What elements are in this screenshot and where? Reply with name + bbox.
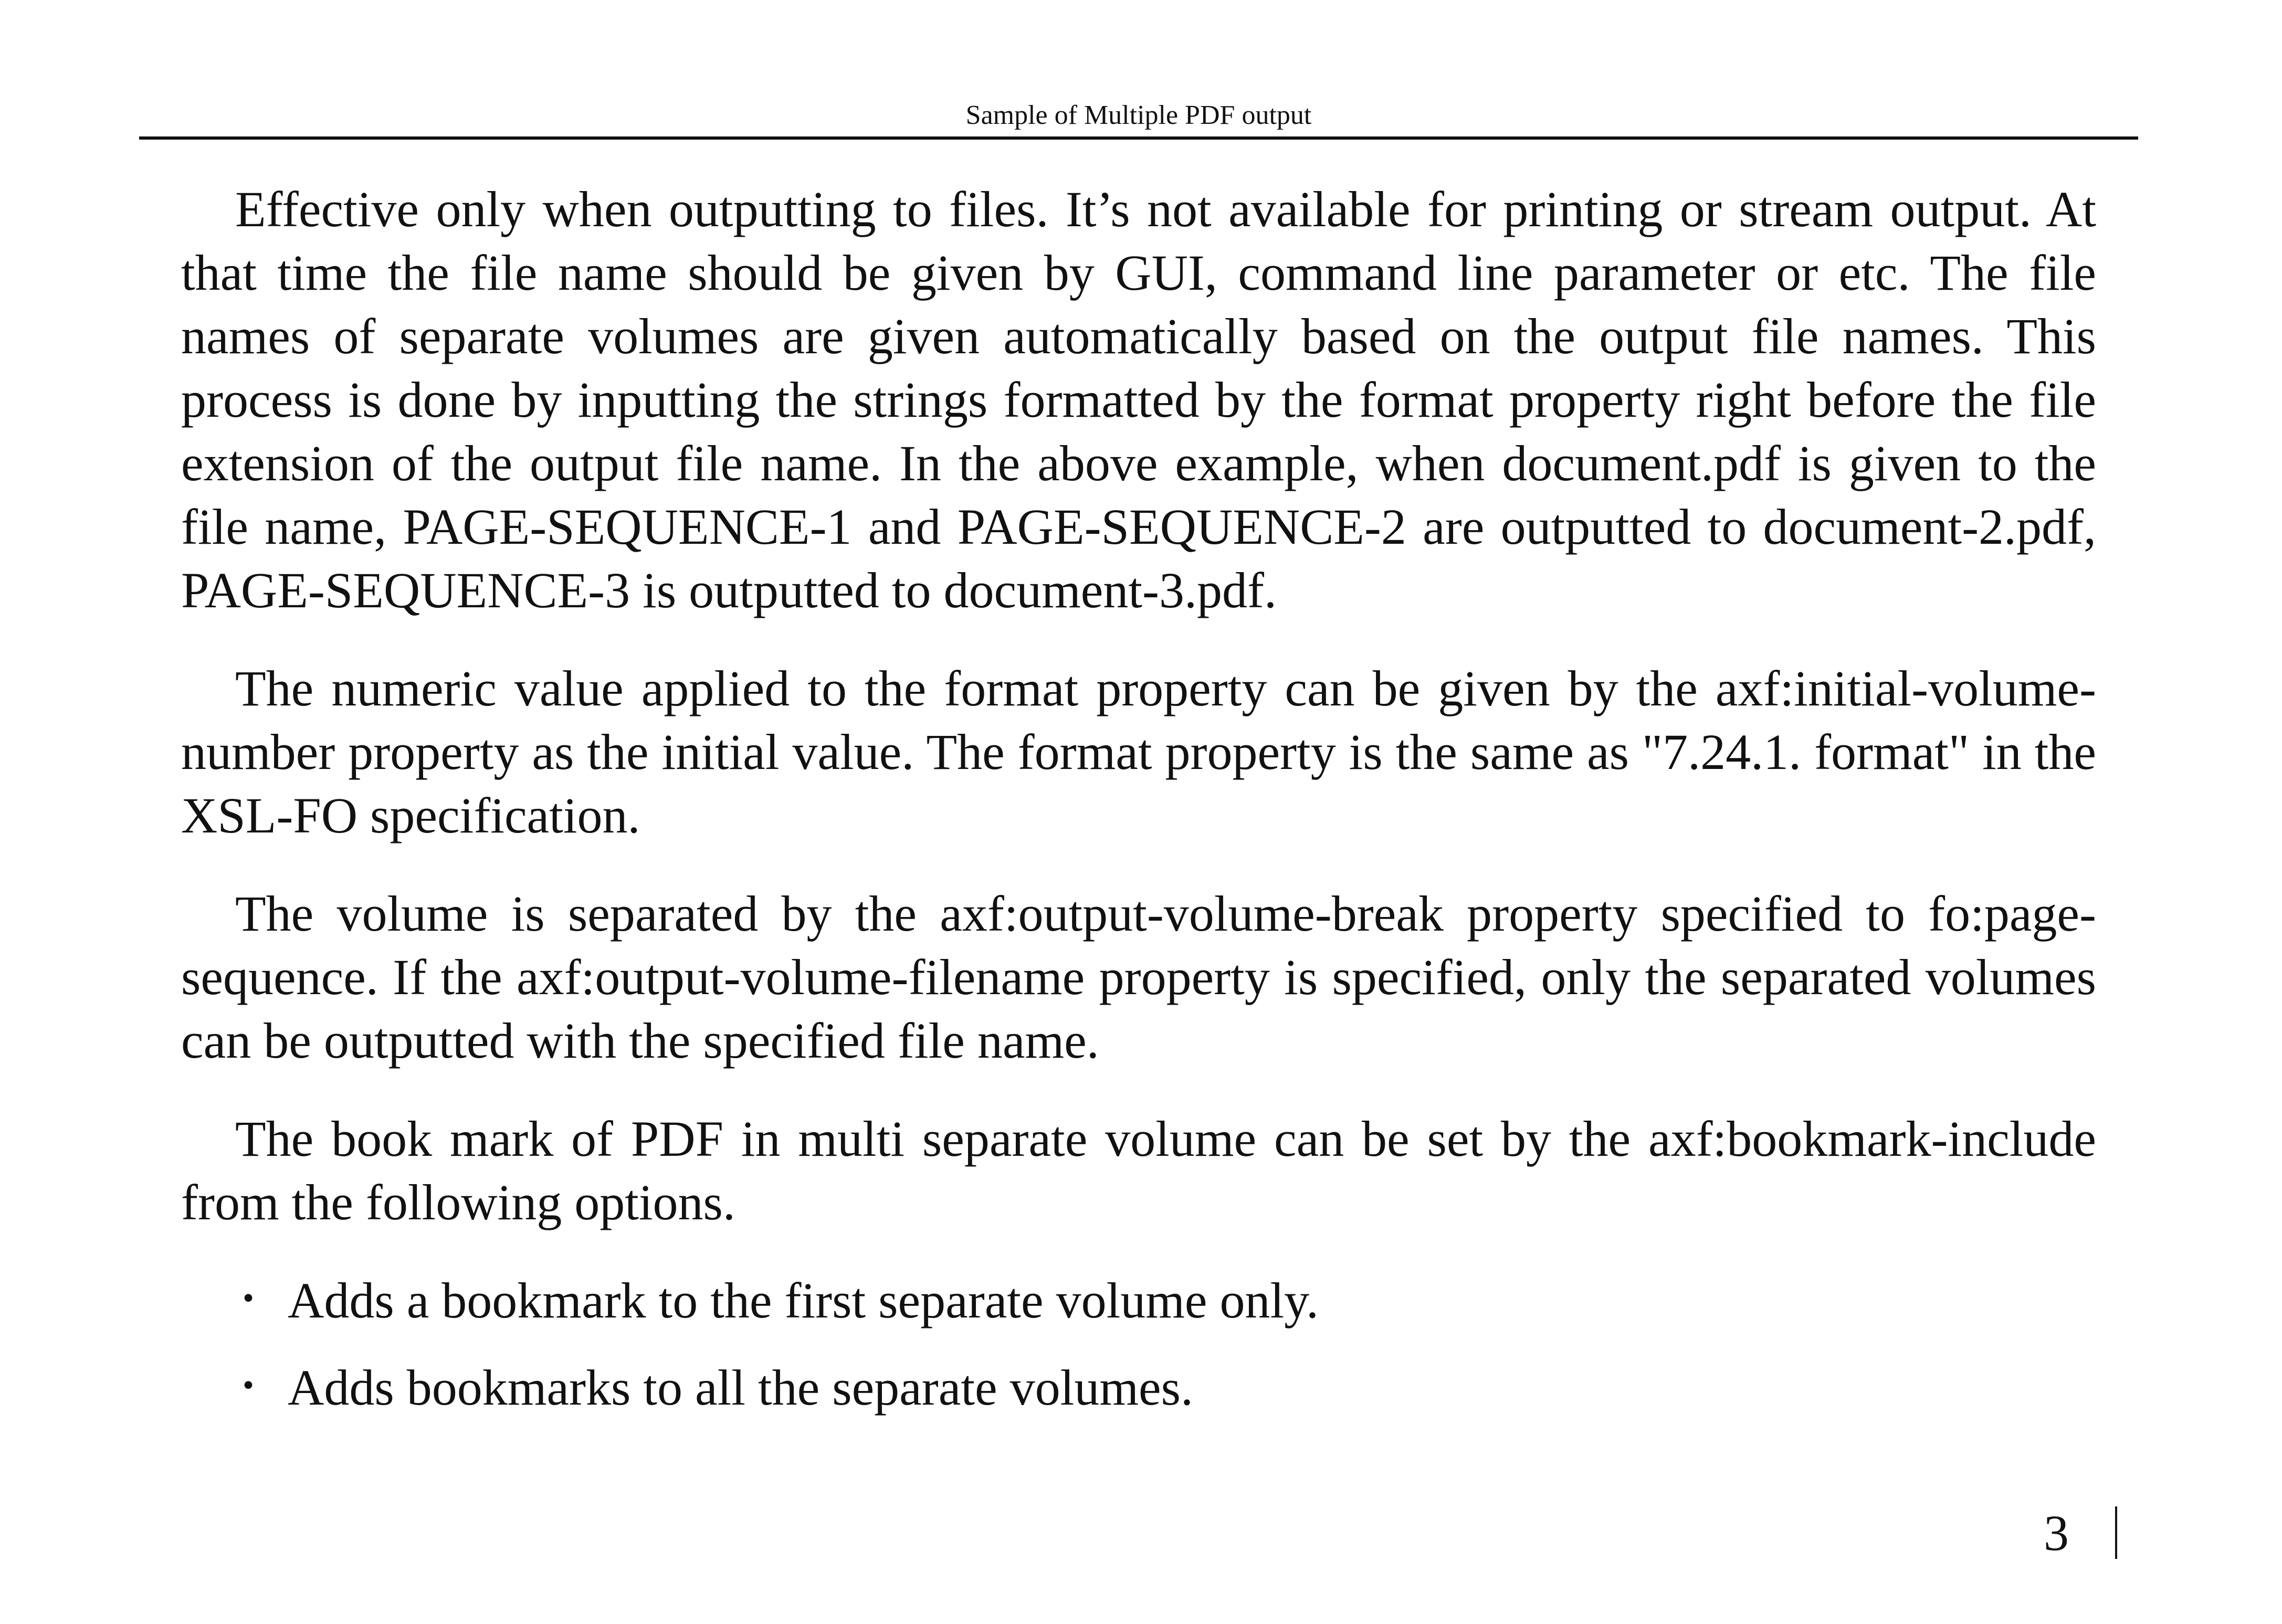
page-number: 3 <box>2044 1505 2069 1561</box>
folio-rule <box>2115 1506 2117 1559</box>
paragraph-volume-break: The volume is separated by the axf:output-volume-break property specified to fo:page-sequence. If the axf:output-volume-filename property is specified, only the separated volumes can be outputted with the specified file name. <box>181 885 2096 1069</box>
list-item-text: Adds bookmarks to all the separate volumes. <box>288 1359 1193 1416</box>
document-body <box>181 177 2096 1443</box>
running-title: Sample of Multiple PDF output <box>965 100 1312 130</box>
page-header <box>139 96 2138 140</box>
paragraph-output-files: Effective only when outputting to files. It’s not available for printing or stream output. At that time the file name should be given by GUI, command line parameter or etc. The file names of separate volumes are given automatically based on the output file names. This process is done by inputting the strings formatted by the format property right before the file extension of the output file name. In the above example, when document.pdf is given to the file name, PAGE-SEQUENCE-1 and PAGE-SEQUENCE-2 are outputted to document-2.pdf, PAGE-SEQUENCE-3 is outputted to document-3.pdf. <box>181 181 2096 618</box>
bullet-dot-icon: ・ <box>227 1364 269 1410</box>
list-item <box>181 1269 2096 1332</box>
list-item-text: Adds a bookmark to the first separate volume only. <box>288 1272 1319 1328</box>
bullet-dot-icon: ・ <box>227 1277 269 1323</box>
paragraph-initial-volume-number: The numeric value applied to the format property can be given by the axf:initial-volume-number property as the initial value. The format property is the same as "7.24.1. format" in the XSL-FO specification. <box>181 660 2096 843</box>
list-item <box>181 1356 2096 1419</box>
paragraph-bookmark-include: The book mark of PDF in multi separate volume can be set by the axf:bookmark-include from the following options. <box>181 1111 2096 1230</box>
bookmark-options-list <box>181 1269 2096 1419</box>
